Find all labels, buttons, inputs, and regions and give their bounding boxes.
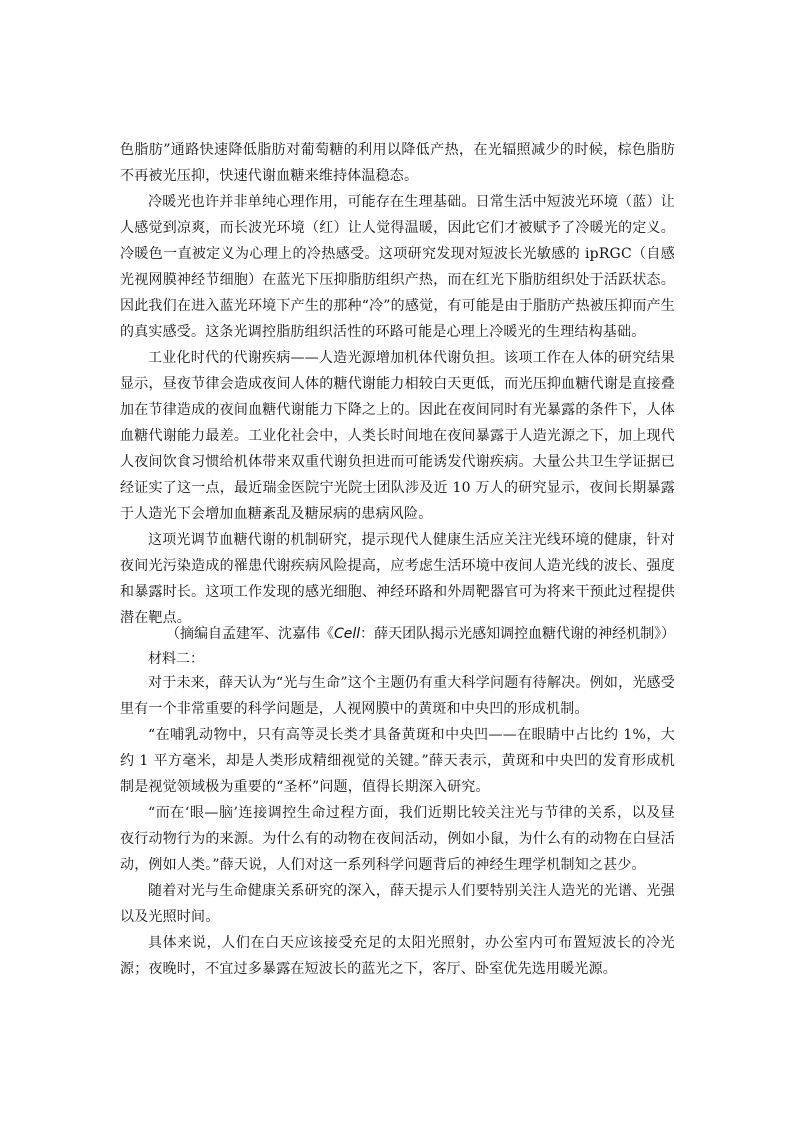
paragraph-recommendations: 具体来说，人们在白天应该接受充足的太阳光照射，办公室内可布置短波长的冷光源；夜晚时，不宜过多暴露在短波长的蓝光之下，客厅、卧室优先选用暖光源。 [120,935,675,977]
source-citation [166,623,706,645]
source-prefix: （摘编自孟建军、沈嘉伟《 [166,626,334,642]
paragraph-mechanism-research: 这项光调节血糖代谢的机制研究，提示现代人健康生活应关注光线环境的健康，针对夜间光污染造成的罹患代谢疾病风险提高，应考虑生活环境中夜间人造光线的波长、强度和暴露时长。这项工作发现的感光细胞、神经环路和外周靶器官可为将来干预此过程提供潜在靶点。 [120,532,675,626]
source-suffix: ：薛天团队揭示光感知调控血糖代谢的神经机制》） [360,626,676,642]
material-two-label: 材料二： [148,651,204,667]
material-one-body [120,137,675,631]
paragraph-industrial-metabolic-disease: 工业化时代的代谢疾病——人造光源增加机体代谢负担。该项工作在人体的研究结果显示，昼夜节律会造成夜间人体的糖代谢能力相较白天更低，而光压抑血糖代谢是直接叠加在节律造成的夜间血糖代谢能力下降之上的。因此在夜间同时有光暴露的条件下，人体血糖代谢能力最差。工业化社会中，人类长时间地在夜间暴露于人造光源之下，加上现代人夜间饮食习惯给机体带来双重代谢负担进而可能诱发代谢疾病。大量公共卫生学证据已经证实了这一点，最近瑞金医院宁光院士团队涉及近 10 万人的研究显示，夜间长期暴露于人造光下会增加血糖紊乱及糖尿病的患病风险。 [120,350,675,522]
paragraph-eye-brain: “而在‘眼—脑’连接调控生命过程方面，我们近期比较关注光与节律的关系，以及昼夜行动物行为的来源。为什么有的动物在夜间活动，例如小鼠，为什么有的动物在白昼活动，例如人类。”薛天说，人们对这一系列科学问题背后的神经生理学机制知之甚少。 [120,805,675,873]
paragraph-continuation: 色脂肪”通路快速降低脂肪对葡萄糖的利用以降低产热，在光辐照减少的时候，棕色脂肪不再被光压抑，快速代谢血糖来维持体温稳态。 [120,142,675,184]
material-two-body [120,670,675,982]
paragraph-artificial-light: 随着对光与生命健康关系研究的深入，薛天提示人们要特别关注人造光的光谱、光强以及光照时间。 [120,883,675,925]
source-journal: Cell [334,626,361,642]
paragraph-macula-fovea: “在哺乳动物中，只有高等灵长类才具备黄斑和中央凹——在眼睛中占比约 1%，大约 1 平方毫米，却是人类形成精细视觉的关键。”薛天表示，黄斑和中央凹的发育形成机制是视觉领域极为重要的“圣杯”问题，值得长期深入研究。 [120,727,675,795]
paragraph-cold-warm-light: 冷暖光也许并非单纯心理作用，可能存在生理基础。日常生活中短波光环境（蓝）让人感觉到凉爽，而长波光环境（红）让人觉得温暖，因此它们才被赋予了冷暖光的定义。冷暖色一直被定义为心理上的冷热感受。这项研究发现对短波长光敏感的 ipRGC（自感光视网膜神经节细胞）在蓝光下压抑脂肪组织产热，而在红光下脂肪组织处于活跃状态。因此我们在进入蓝光环境下产生的那种“冷”的感觉，有可能是由于脂肪产热被压抑而产生的真实感受。这条光调控脂肪组织活性的环路可能是心理上冷暖光的生理结构基础。 [120,194,675,340]
paragraph-future-questions: 对于未来，薛天认为“光与生命”这个主题仍有重大科学问题有待解决。例如，光感受里有一个非常重要的科学问题是，人视网膜中的黄斑和中央凹的形成机制。 [120,675,675,717]
